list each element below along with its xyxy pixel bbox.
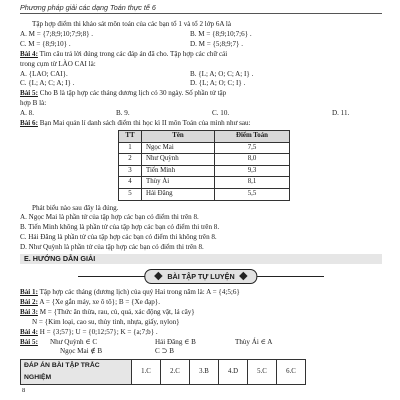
solution-3-label: Bài 3: [20, 307, 38, 316]
answer-cell: 6.C [277, 360, 306, 385]
question-5-option-a: A. 8. [20, 109, 34, 118]
row-name: Thùy Ái [142, 177, 215, 189]
solution-5-item: Hải Đăng ∈ B [155, 337, 196, 346]
question-5-text: Cho B là tập hợp các tháng dương lịch có 30 ngày. Số phần tử tập [37, 89, 227, 98]
option-d: D. M = {5;8;9;7} . [190, 39, 243, 48]
row-name: Ngọc Mai [142, 142, 215, 154]
question-5-text-cont: hợp B là: [20, 99, 47, 108]
row-score: 7,5 [215, 142, 290, 154]
question-6-prompt: Phát biểu nào sau đây là đúng. [32, 203, 119, 212]
question-6-text: Bạn Mai quản lí danh sách điểm thi học kì II môn Toán của mình như sau: [37, 119, 251, 128]
table-row [119, 142, 290, 154]
solution-2 [20, 298, 382, 308]
question-6-label: Bài 6: [20, 119, 38, 128]
solution-1-label: Bài 1: [20, 287, 38, 296]
table-row [119, 177, 290, 189]
solution-2-label: Bài 2: [20, 297, 38, 306]
solution-4-label: Bài 4: [20, 327, 38, 336]
table-row [119, 165, 290, 177]
row-score: 8,0 [215, 154, 290, 166]
solution-5-item: Như Quỳnh ∈ C [50, 337, 98, 346]
self-practice-banner [20, 266, 382, 286]
banner-label [144, 269, 257, 284]
row-tt: 5 [119, 188, 142, 200]
question-4-text-cont: trong cụm từ LÀO CAI là: [20, 59, 96, 68]
question-4 [20, 50, 382, 60]
intro-text: Tập hợp điểm thi khảo sát môn toán của các bạn tổ 1 và tổ 2 lớp 6A là [32, 20, 231, 28]
section-e-title: E. HƯỚNG DẪN GIẢI [20, 254, 382, 264]
question-4-options-row-1 [20, 70, 382, 80]
row-name: Hải Đăng [142, 188, 215, 200]
row-name: Như Quỳnh [142, 154, 215, 166]
question-6 [20, 119, 382, 129]
option-b: B. M = {8;9;10;7;6} . [190, 29, 252, 38]
question-5-label: Bài 5: [20, 89, 38, 98]
diamond-icon [239, 272, 247, 280]
solution-2-text: A = {Xe gắn máy, xe ô tô}; B = {Xe đạp}. [37, 297, 160, 306]
diamond-icon [154, 272, 162, 280]
solution-1 [20, 288, 382, 298]
solution-5-item: Ngọc Mai ∉ B [60, 347, 103, 356]
page-content [20, 20, 382, 385]
question-5-options [20, 109, 382, 119]
question-6-choice-c: C. Hải Đăng là phần tử của tập hợp các bạn có điểm thi không trên 8. [20, 233, 217, 242]
header-score: Điểm Toán [215, 130, 290, 142]
page-header: Phương pháp giải các dạng Toán thực tế 6 [20, 3, 156, 12]
option-row-1 [20, 30, 382, 40]
banner-title: BÀI TẬP TỰ LUYỆN [167, 271, 235, 281]
option-row-2 [20, 40, 382, 50]
answer-cell: 3.B [190, 360, 219, 385]
question-6-choice-b: B. Tiến Minh không là phần tử của tập hợp các bạn có điểm thi trên 8. [20, 223, 220, 232]
question-5-option-b: B. 9. [116, 109, 130, 118]
answer-cell: 2.C [161, 360, 190, 385]
answer-cell: 4.D [219, 360, 248, 385]
score-table [118, 130, 290, 201]
score-table-header [119, 130, 290, 142]
header-name: Tên [142, 130, 215, 142]
solution-3 [20, 308, 382, 318]
solution-4 [20, 328, 382, 338]
row-tt: 3 [119, 165, 142, 177]
question-4-option-a: A. {LAO; CAI}. [20, 69, 68, 78]
question-4-option-d: D. {L; A; O; C; I} . [190, 79, 246, 88]
row-tt: 4 [119, 177, 142, 189]
answer-cell: 1.C [132, 360, 161, 385]
solution-3-cont: N = {Kim loại, cao su, thủy tinh, nhựa, giấy, nylon} [32, 317, 180, 326]
row-score: 9,3 [215, 165, 290, 177]
solution-5-item: Thùy Ái ∈ A [235, 337, 273, 346]
header-tt: TT [119, 130, 142, 142]
answer-key-table [20, 359, 306, 385]
option-c: C. M = {8;9;10} . [20, 39, 71, 48]
question-4-label: Bài 4: [20, 49, 38, 58]
question-4-text: Tìm câu trả lời đúng trong các đáp án đã cho. Tập hợp các chữ cái [37, 49, 228, 58]
answer-key-title: ĐÁP ÁN BÀI TẬP TRẮC NGHIỆM [21, 360, 132, 385]
solution-5-item: C ⊃ B [155, 347, 174, 356]
header-divider [20, 13, 382, 14]
solution-5-row-1 [20, 338, 382, 348]
question-6-choice-a: A. Ngọc Mai là phần tử của tập hợp các bạn có điểm thi trên 8. [20, 213, 199, 222]
question-6-choice-d: D. Như Quỳnh là phần tử của tập hợp các bạn có điểm thi trên 8. [20, 243, 204, 252]
table-row [119, 154, 290, 166]
solution-3-text: M = {Thức ăn thừa, rau, củ, quả, xác động vật, lá cây} [37, 307, 195, 316]
solution-1-text: Tập hợp các tháng (dương lịch) của quý Hai trong năm là: A = {4;5;6} [37, 287, 240, 296]
row-score: 5,5 [215, 188, 290, 200]
solution-5-label: Bài 5: [20, 337, 38, 346]
answer-key-row [21, 360, 306, 385]
solution-4-text: H = {3;57}; U = {0;12;57}; K = {a;7;b} . [37, 327, 158, 336]
row-score: 8,1 [215, 177, 290, 189]
question-4-option-c: C. {L; A; C; A; I} . [20, 79, 75, 88]
row-tt: 2 [119, 154, 142, 166]
row-tt: 1 [119, 142, 142, 154]
question-4-options-row-2 [20, 79, 382, 89]
table-row [119, 188, 290, 200]
option-a: A. M = {7;8;9;10;7;9;8} . [20, 29, 94, 38]
answer-cell: 5.C [248, 360, 277, 385]
solution-5-row-2 [20, 347, 382, 357]
question-5-option-d: D. 11. [332, 109, 350, 118]
spacer [20, 347, 60, 357]
page-number: 8 [22, 387, 26, 394]
question-5-option-c: C. 10. [212, 109, 230, 118]
question-4-option-b: B. {L; A; O; C; A; I} . [190, 69, 254, 78]
row-name: Tiến Minh [142, 165, 215, 177]
question-5 [20, 89, 382, 99]
